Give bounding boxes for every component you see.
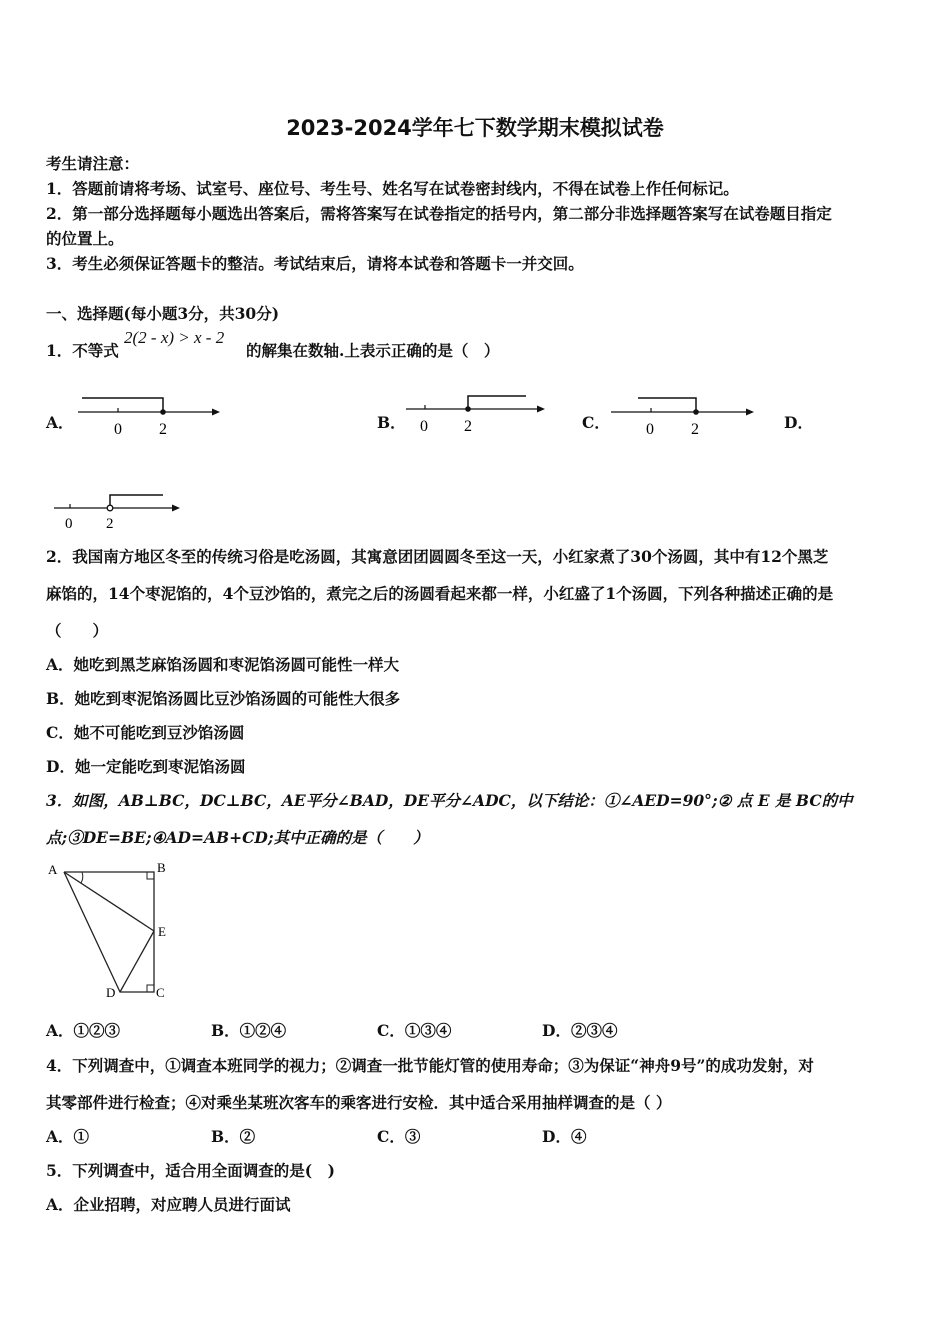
q2-option-b: B．她吃到枣泥馅汤圆比豆沙馅汤圆的可能性大很多: [46, 689, 401, 708]
angle-mark-a: [81, 872, 83, 883]
solution-bracket: [468, 396, 526, 409]
axis-arrow: [746, 409, 754, 416]
label-two: 2: [106, 516, 114, 532]
notice-heading: 考生请注意：: [46, 154, 140, 173]
page-title: 2023-2024学年七下数学期末模拟试卷: [286, 116, 664, 140]
q5-stem: 5．下列调查中，适合用全面调查的是( ): [46, 1161, 335, 1180]
q4-stem-line-2: 其零部件进行检查；④对乘坐某班次客车的乘客进行安检．其中适合采用抽样调查的是（ ）: [46, 1093, 672, 1112]
segment-de: [120, 931, 154, 992]
q1-inequality: 2(2 - x) > x - 2: [124, 328, 225, 347]
q3-option-c: C．①③④: [377, 1021, 452, 1040]
q1-option-c-label: C．: [582, 413, 610, 432]
axis-arrow: [172, 505, 180, 512]
notice-item-1: 1．答题前请将考场、试室号、座位号、考生号、姓名写在试卷密封线内，不得在试卷上作任何标记。: [46, 179, 739, 198]
label-zero: 0: [114, 421, 122, 438]
solid-point: [693, 409, 699, 415]
quadrilateral-abcd: [64, 872, 154, 992]
q4-stem-line-1: 4．下列调查中，①调查本班同学的视力；②调查一批节能灯管的使用寿命；③为保证“神舟9号”的成功发射，对: [46, 1056, 814, 1075]
solution-bracket: [82, 398, 163, 412]
vertex-label-b: B: [157, 860, 166, 875]
label-two: 2: [159, 421, 167, 438]
label-zero: 0: [420, 418, 428, 435]
q2-option-d: D．她一定能吃到枣泥馅汤圆: [46, 757, 246, 776]
q1-option-d-number-line: [46, 486, 196, 536]
q1-suffix: 的解集在数轴.上表示正确的是（ ）: [246, 341, 500, 360]
label-two: 2: [464, 418, 472, 435]
label-two: 2: [691, 421, 699, 438]
label-zero: 0: [646, 421, 654, 438]
label-zero: 0: [65, 516, 73, 532]
q1-option-a-number-line: [70, 390, 230, 440]
q3-option-b: B．①②④: [211, 1021, 287, 1040]
q2-stem-line-3: （ ）: [46, 621, 109, 640]
notice-item-2: 2．第一部分选择题每小题选出答案后，需将答案写在试卷指定的括号内，第二部分非选择题答案写在试卷题目指定: [46, 204, 832, 223]
q2-stem-line-1: 2．我国南方地区冬至的传统习俗是吃汤圆，其寓意团团圆圆冬至这一天，小红家煮了30个汤圆，其中有12个黑芝: [46, 547, 829, 566]
q2-option-c: C．她不可能吃到豆沙馅汤圆: [46, 723, 245, 742]
q1-prefix: 1．不等式: [46, 341, 119, 360]
hollow-point: [107, 505, 113, 511]
q3-option-a: A．①②③: [46, 1021, 121, 1040]
solution-bracket: [638, 398, 696, 412]
right-angle-b: [147, 872, 154, 879]
right-angle-c: [147, 985, 154, 992]
notice-item-3: 3．考生必须保证答题卡的整洁。考试结束后，请将本试卷和答题卡一并交回。: [46, 254, 584, 273]
q1-option-d-label: D．: [784, 413, 813, 432]
q1-option-b-number-line: [400, 388, 560, 438]
axis-arrow: [212, 409, 220, 416]
q4-option-b: B．②: [211, 1127, 256, 1146]
q4-option-d: D．④: [542, 1127, 587, 1146]
axis-arrow: [537, 406, 545, 413]
q2-stem-line-2: 麻馅的，14个枣泥馅的，4个豆沙馅的，煮完之后的汤圆看起来都一样，小红盛了1个汤圆，下列各种描述正确的是: [46, 584, 834, 603]
q3-stem-line-2: 点;③DE=BE;④AD=AB+CD;其中正确的是（ ）: [46, 828, 429, 847]
q4-option-a: A．①: [46, 1127, 90, 1146]
q3-geometry-figure: [44, 858, 184, 1006]
vertex-label-e: E: [158, 924, 166, 939]
q1-option-a-label: A．: [46, 413, 74, 432]
solid-point: [160, 409, 166, 415]
vertex-label-c: C: [156, 985, 165, 1000]
notice-item-2-cont: 的位置上。: [46, 229, 124, 248]
q3-option-d: D．②③④: [542, 1021, 618, 1040]
q1-option-b-label: B．: [377, 413, 406, 432]
q4-option-c: C．③: [377, 1127, 421, 1146]
vertex-label-d: D: [106, 985, 116, 1000]
solid-point: [465, 406, 471, 412]
solution-bracket: [110, 495, 163, 508]
section-heading: 一、选择题(每小题3分，共30分): [46, 304, 280, 323]
q1-option-c-number-line: [605, 390, 765, 440]
q2-option-a: A．她吃到黑芝麻馅汤圆和枣泥馅汤圆可能性一样大: [46, 655, 400, 674]
vertex-label-a: A: [48, 862, 58, 877]
q5-option-a: A．企业招聘，对应聘人员进行面试: [46, 1195, 291, 1214]
q3-stem-line-1: 3．如图，AB⊥BC，DC⊥BC，AE平分∠BAD，DE平分∠ADC，以下结论：①∠AED=90°;② 点 E 是 BC的中: [46, 791, 853, 810]
